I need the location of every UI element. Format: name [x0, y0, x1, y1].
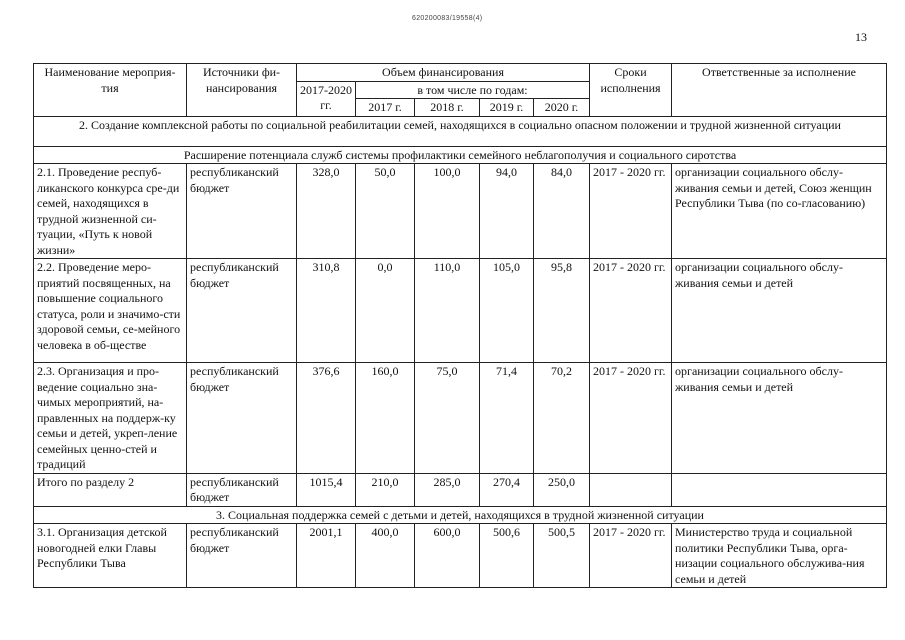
row-total: 328,0: [297, 164, 356, 259]
header-responsible: Ответственные за исполнение: [672, 64, 887, 117]
table-row: [34, 164, 887, 259]
header-year-2017: 2017 г.: [356, 99, 415, 117]
row-2017: 160,0: [356, 363, 415, 474]
header-by-years: в том числе по годам:: [356, 81, 590, 99]
subsection-row: [34, 146, 887, 164]
row-terms: 2017 - 2020 гг.: [590, 164, 672, 259]
row-2018: 600,0: [415, 524, 480, 588]
total-source: республиканский бюджет: [187, 473, 297, 506]
row-source: республиканский бюджет: [187, 259, 297, 363]
header-year-2019: 2019 г.: [480, 99, 534, 117]
total-label: Итого по разделу 2: [34, 473, 187, 506]
section-3-title: 3. Социальная поддержка семей с детьми и детей, находящихся в трудной жизненной ситуации: [34, 506, 887, 524]
section-2-total-row: [34, 473, 887, 506]
header-year-2018: 2018 г.: [415, 99, 480, 117]
row-2017: 50,0: [356, 164, 415, 259]
row-2018: 110,0: [415, 259, 480, 363]
row-terms: 2017 - 2020 гг.: [590, 524, 672, 588]
row-source: республиканский бюджет: [187, 164, 297, 259]
row-responsible: Министерство труда и социальной политики Республики Тыва, орга-низации социального обслужива-ния семьи и детей: [672, 524, 887, 588]
row-name: 2.2. Проведение меро-приятий посвященных, на повышение социального статуса, роли и значимо-сти здоровой семьи, се-мейного человека в об-ществе: [34, 259, 187, 363]
total-terms-empty: [590, 473, 672, 506]
row-2019: 71,4: [480, 363, 534, 474]
section-3-row: [34, 506, 887, 524]
total-2017: 210,0: [356, 473, 415, 506]
row-terms: 2017 - 2020 гг.: [590, 259, 672, 363]
row-2020: 95,8: [534, 259, 590, 363]
row-2019: 94,0: [480, 164, 534, 259]
total-responsible-empty: [672, 473, 887, 506]
header-funding: Объем финансирования: [297, 64, 590, 82]
row-2020: 500,5: [534, 524, 590, 588]
row-total: 310,8: [297, 259, 356, 363]
row-total: 2001,1: [297, 524, 356, 588]
total-2018: 285,0: [415, 473, 480, 506]
header-sources: Источники фи-нансирования: [187, 64, 297, 117]
total-sum: 1015,4: [297, 473, 356, 506]
header-row-1: [34, 64, 887, 82]
row-source: республиканский бюджет: [187, 363, 297, 474]
header-terms: Сроки исполнения: [590, 64, 672, 117]
row-2020: 84,0: [534, 164, 590, 259]
row-responsible: организации социального обслу-живания семьи и детей: [672, 363, 887, 474]
page-number: 13: [855, 30, 867, 44]
row-2017: 400,0: [356, 524, 415, 588]
table-row: [34, 259, 887, 363]
row-responsible: организации социального обслу-живания семьи и детей, Союз женщин Республики Тыва (по со-гласованию): [672, 164, 887, 259]
row-terms: 2017 - 2020 гг.: [590, 363, 672, 474]
row-total: 376,6: [297, 363, 356, 474]
row-2019: 500,6: [480, 524, 534, 588]
table-row: [34, 363, 887, 474]
section-2-title: 2. Создание комплексной работы по социальной реабилитации семей, находящихся в социально опасном положении и трудной жизненной ситуации: [34, 116, 887, 146]
row-2017: 0,0: [356, 259, 415, 363]
row-source: республиканский бюджет: [187, 524, 297, 588]
header-name: Наименование мероприя-тия: [34, 64, 187, 117]
row-name: 2.1. Проведение респуб-ликанского конкурса сре-ди семей, находящихся в трудной жизненной си-туации, «Путь к новой жизни»: [34, 164, 187, 259]
row-responsible: организации социального обслу-живания семьи и детей: [672, 259, 887, 363]
section-2-row: [34, 116, 887, 146]
table-row: [34, 524, 887, 588]
row-2018: 100,0: [415, 164, 480, 259]
row-name: 3.1. Организация детской новогодней елки Главы Республики Тыва: [34, 524, 187, 588]
subsection-title: Расширение потенциала служб системы профилактики семейного неблагополучия и социального сиротства: [34, 146, 887, 164]
row-2018: 75,0: [415, 363, 480, 474]
row-2020: 70,2: [534, 363, 590, 474]
total-2019: 270,4: [480, 473, 534, 506]
row-2019: 105,0: [480, 259, 534, 363]
document-id: 620200083/19558(4): [412, 15, 483, 22]
header-year-2020: 2020 г.: [534, 99, 590, 117]
funding-table: [33, 63, 887, 588]
total-2020: 250,0: [534, 473, 590, 506]
header-total-period: 2017-2020 гг.: [297, 81, 356, 116]
row-name: 2.3. Организация и про-ведение социально зна-чимых мероприятий, на-правленных на поддерж-ку семьи и детей, укреп-ление семейных ценно-стей и традиций: [34, 363, 187, 474]
